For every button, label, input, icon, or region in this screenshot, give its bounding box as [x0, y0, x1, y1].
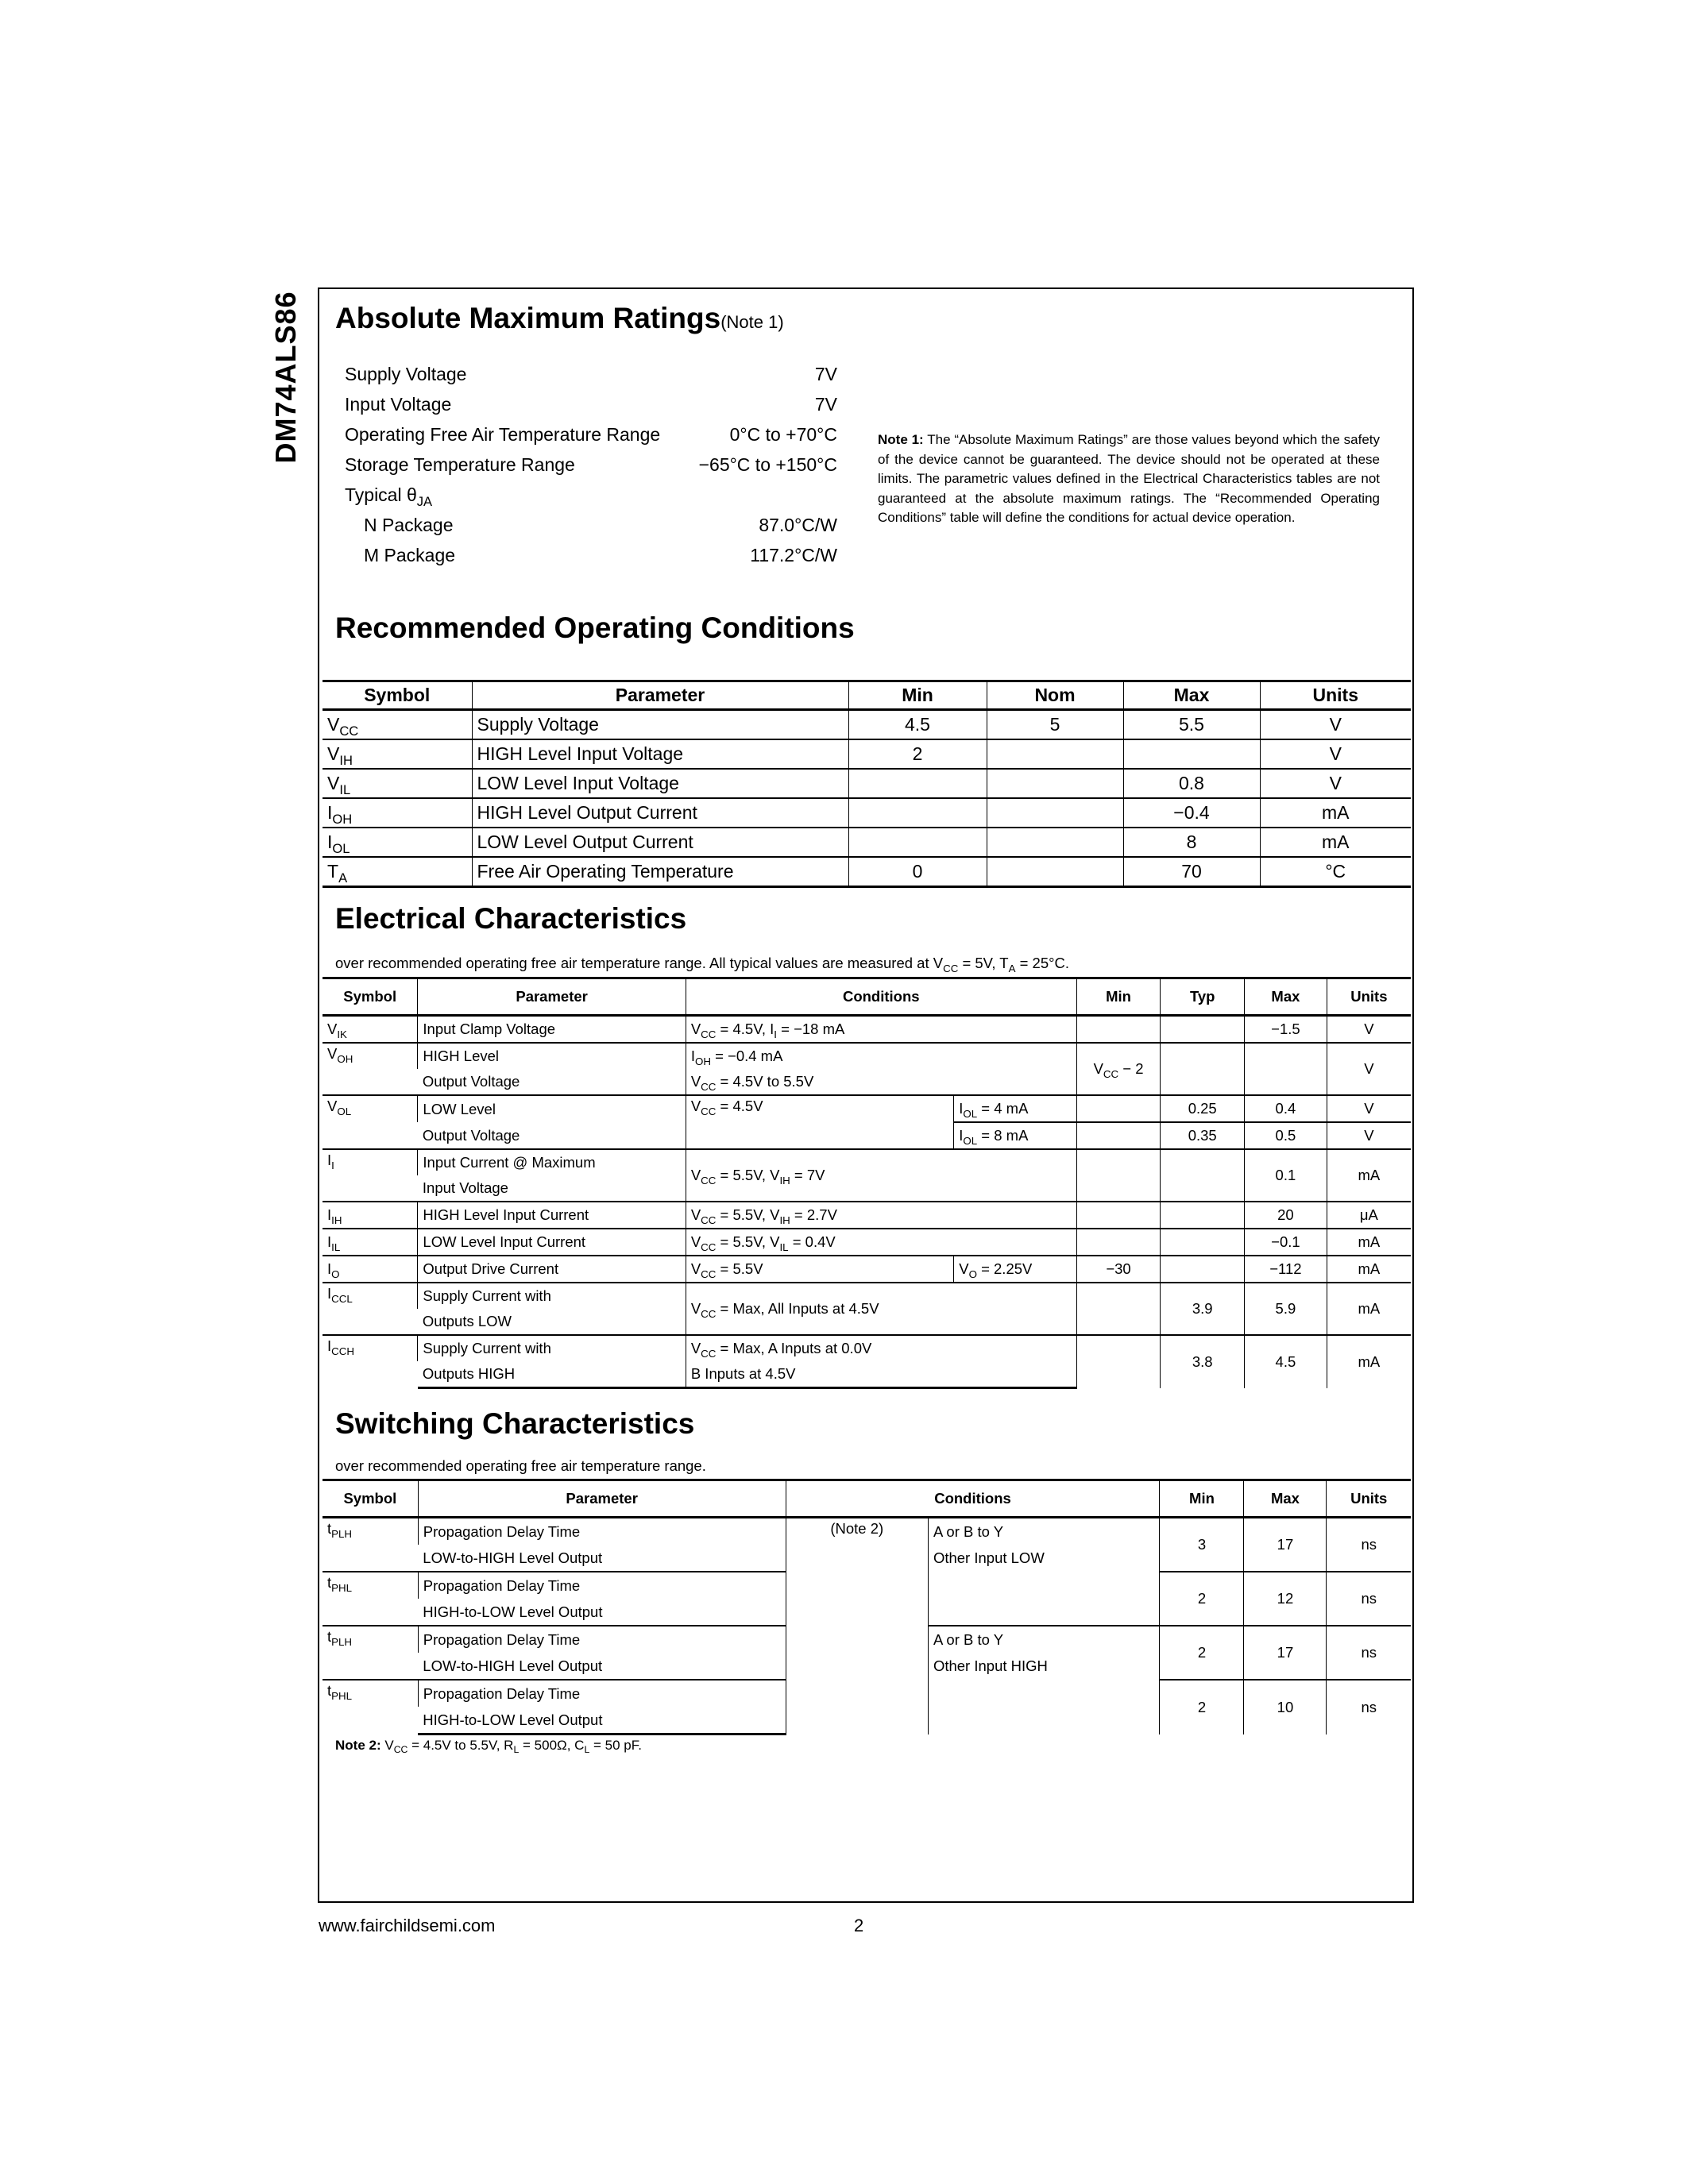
table-row: Outputs LOW [422, 1313, 512, 1329]
sw-table: Symbol Parameter Conditions Min Max Units $t_{PLH}$ Propagation Delay Time (Note 2) A or B to Y 3 17 ns LOW-to-HIGH Level Output Other Input LOW $t_{PHL}$ Propagation Delay Time 2 12 ns HIGH-to-LOW Level Output $t_{PLH}$ Propagation Delay Time A or B to Y 2 17 ns LOW-to-HIGH Level Output Other Input HIGH $t_{PHL}$ Propagation Delay Time 2 10 ns HIGH-to-LOW Level Output [323, 1479, 1411, 1735]
table-row: $V_{CC}$ Supply Voltage 4.5 5 5.5 V [323, 710, 1411, 740]
amr-row: N Package 87.0°C/W [364, 515, 837, 535]
amr-row: M Package 117.2°C/W [364, 545, 837, 565]
amr-row: Supply Voltage 7V [345, 364, 837, 384]
table-row: $V_{OH}$ HIGH Level $I_{OH} = -0.4$ mA $V_{CC} - 2$ V [323, 1043, 1411, 1069]
table-row: $V_{IH}$ HIGH Level Input Voltage 2 V [323, 739, 1411, 769]
table-row: $t_{PHL}$ Propagation Delay Time 2 12 ns [323, 1572, 1411, 1599]
note-2: Note 2: $V_{CC} = 4.5V$ to 5.5V, $R_L = 500\Omega$, $C_L = 50$ pF. [335, 1738, 642, 1756]
table-row: Input Voltage [422, 1179, 508, 1196]
table-row: $V_{IK}$ Input Clamp Voltage $V_{CC} = 4.5V$, $I_I = -18$ mA −1.5 V [323, 1016, 1411, 1044]
page-number: 2 [854, 1916, 864, 1935]
amr-row: Typical $\theta_{JA}$ [345, 484, 433, 509]
ec-table: Symbol Parameter Conditions Min Typ Max Units $V_{IK}$ Input Clamp Voltage $V_{CC} = 4.5V$, $I_I = -18$ mA −1.5 V $V_{OH}$ HIGH Level $I_{OH} = -0.4$ mA $V_{CC} - 2$ V Output Voltage $V_{CC} = 4.5V$ to 5.5V $V_{OL}$ LOW Level $V_{CC} = 4.5V$ $I_{OL} = 4$ mA 0.25 0.4 V Output Voltage $I_{OL} = 8$ mA 0.35 0.5 V $I_I$ Input Current @ Maximum $V_{CC} = 5.5V$, $V_{IH} = 7V$ 0.1 mA Input Voltage $I_{IH}$ HIGH Level Input Current $V_{CC} = 5.5V$, $V_{IH} = 2.7V$ 20 μA $I_{IL}$ LOW Level Input Current $V_{CC} = 5.5V$, $V_{IL} = 0.4V$ −0.1 mA $I_O$ Output Drive Current $V_{CC} = 5.5V$ $V_O = 2.25V$ −30 −112 mA $I_{CCL}$ Supply Current with $V_{CC}$ = Max, All Inputs at 4.5V 3.9 5.9 mA Outputs LOW $I_{CCH}$ Supply Current with $V_{CC}$ = Max, A Inputs at 0.0V 3.8 4.5 mA Outputs HIGH B Inputs at 4.5V [323, 977, 1411, 1389]
table-row: HIGH-to-LOW Level Output [323, 1707, 1411, 1734]
roc-heading: Recommended Operating Conditions [335, 612, 855, 644]
table-row: $I_O$ Output Drive Current $V_{CC} = 5.5V$ $V_O = 2.25V$ −30 −112 mA [323, 1256, 1411, 1283]
table-row: $I_{OH}$ HIGH Level Output Current −0.4 mA [323, 798, 1411, 828]
table-row: LOW-to-HIGH Level Output Other Input HIGH [323, 1653, 1411, 1680]
table-row: $t_{PLH}$ Propagation Delay Time (Note 2) A or B to Y 3 17 ns [323, 1518, 1411, 1545]
table-row: HIGH-to-LOW Level Output [423, 1603, 603, 1620]
table-row: $I_{OL}$ LOW Level Output Current 8 mA [323, 828, 1411, 857]
roc-table: Symbol Parameter Min Nom Max Units $V_{CC}$ Supply Voltage 4.5 5 5.5 V $V_{IH}$ HIGH Level Input Voltage 2 V $V_{IL}$ LOW Level Input Voltage 0.8 V $I_{OH}$ HIGH Level Output Current −0.4 mA $I_{OL}$ LOW Level Output Current 8 mA $T_A$ Free Air Operating Temperature 0 70 °C [323, 680, 1411, 888]
amr-heading: Absolute Maximum Ratings(Note 1) [335, 302, 784, 334]
amr-row: Input Voltage 7V [345, 394, 837, 415]
amr-row: Operating Free Air Temperature Range 0°C to +70°C [345, 424, 837, 445]
table-row: $V_{IL}$ LOW Level Input Voltage 0.8 V [323, 769, 1411, 798]
table-row: $I_I$ Input Current @ Maximum $V_{CC} = 5.5V$, $V_{IH} = 7V$ 0.1 mA [323, 1149, 1411, 1175]
amr-row: Storage Temperature Range −65°C to +150°C [345, 454, 837, 475]
content-frame [318, 287, 1414, 1903]
ec-heading: Electrical Characteristics [335, 902, 687, 935]
table-row: $t_{PLH}$ Propagation Delay Time A or B to Y 2 17 ns [323, 1626, 1411, 1653]
table-row: $I_{IL}$ LOW Level Input Current $V_{CC} = 5.5V$, $V_{IL} = 0.4V$ −0.1 mA [323, 1229, 1411, 1256]
table-row: $T_A$ Free Air Operating Temperature 0 70 °C [323, 857, 1411, 887]
ec-caption: over recommended operating free air temperature range. All typical values are measured at $V_{CC} = 5V$, $T_A = 25^\circ C$. [335, 955, 1070, 974]
table-row: Output Voltage $I_{OL} = 8$ mA 0.35 0.5 V [323, 1122, 1411, 1149]
table-row: LOW-to-HIGH Level Output Other Input LOW [323, 1545, 1411, 1572]
table-row: $V_{OL}$ LOW Level $V_{CC} = 4.5V$ $I_{OL} = 4$ mA 0.25 0.4 V [323, 1095, 1411, 1122]
table-row: Output Voltage $V_{CC} = 4.5V$ to 5.5V [323, 1069, 1411, 1095]
sw-caption: over recommended operating free air temperature range. [335, 1457, 706, 1474]
table-row: $I_{IH}$ HIGH Level Input Current $V_{CC} = 5.5V$, $V_{IH} = 2.7V$ 20 μA [323, 1202, 1411, 1229]
note-1: Note 1: The “Absolute Maximum Ratings” are those values beyond which the safety of the device cannot be guaranteed. The device should not be operated at these limits. The parametric values defined in the Electrical Characteristics tables are not guaranteed at the absolute maximum ratings. The “Recommended Operating Conditions” table will define the conditions for actual device operation. [878, 432, 1380, 525]
part-number: DM74ALS86 [269, 291, 302, 464]
table-row: Outputs HIGH B Inputs at 4.5V [323, 1361, 1411, 1388]
footer-url[interactable]: www.fairchildsemi.com [319, 1916, 496, 1935]
table-row: $I_{CCH}$ Supply Current with $V_{CC}$ = Max, A Inputs at 0.0V 3.8 4.5 mA [323, 1335, 1411, 1361]
amr-list [345, 359, 837, 570]
table-row: $t_{PHL}$ Propagation Delay Time 2 10 ns [323, 1680, 1411, 1707]
sw-heading: Switching Characteristics [335, 1407, 695, 1440]
side-title [270, 286, 302, 469]
table-row: $I_{CCL}$ Supply Current with $V_{CC}$ = Max, All Inputs at 4.5V 3.9 5.9 mA [323, 1283, 1411, 1309]
